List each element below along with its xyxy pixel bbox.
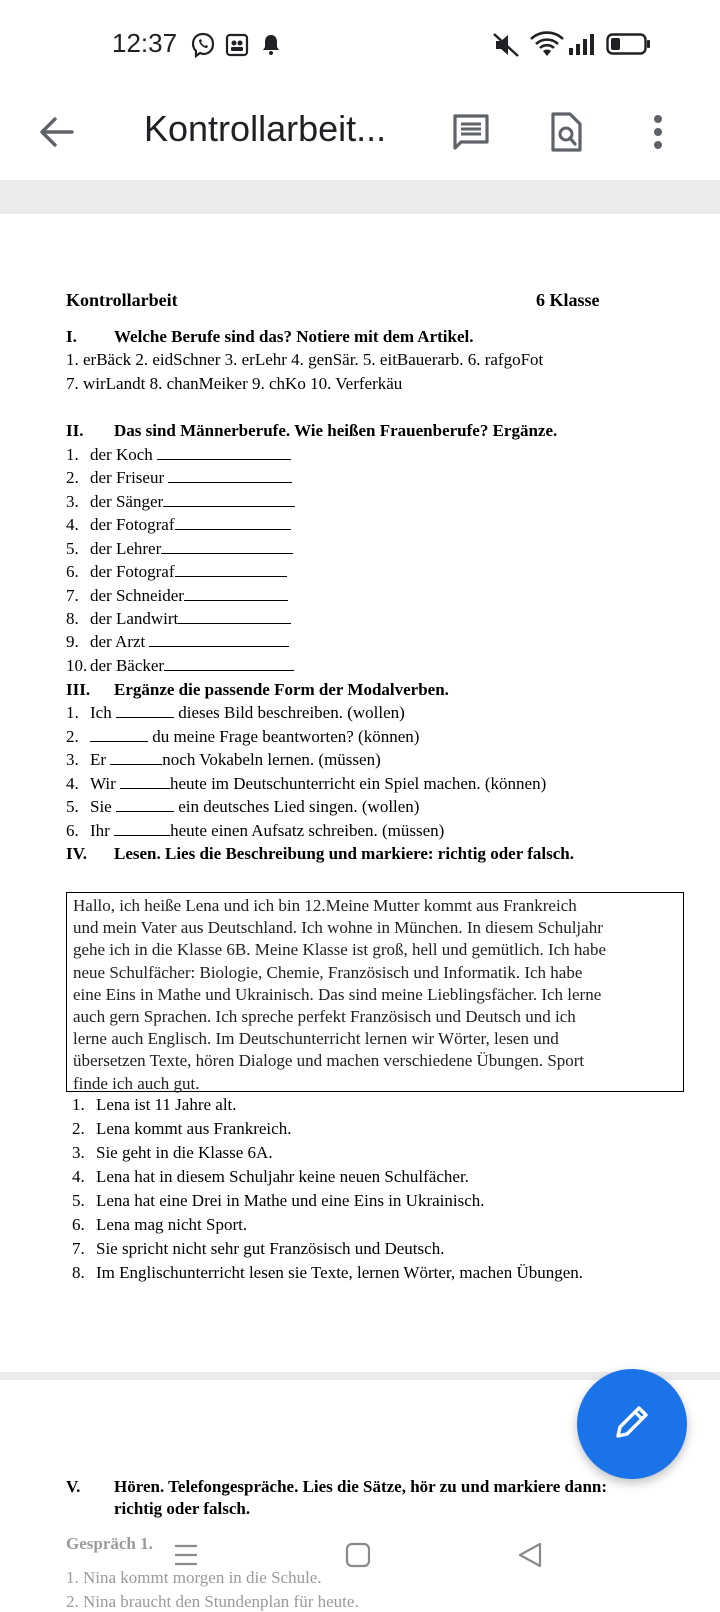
list-item: 1. Lena ist 11 Jahre alt. <box>72 1095 237 1114</box>
list-item: 7. Sie spricht nicht sehr gut Französisch und Deutsch. <box>72 1239 445 1258</box>
answer-blank[interactable] <box>110 751 162 765</box>
section-5-number: V. <box>66 1477 81 1496</box>
list-item: 7. der Schneider <box>66 586 288 606</box>
section-5-title-line-1: Hören. Telefongespräche. Lies die Sätze, hör zu und markiere dann: <box>114 1477 608 1496</box>
list-item: 2. Nina braucht den Stundenplan für heute. <box>66 1592 359 1611</box>
list-item: 6. Lena mag nicht Sport. <box>72 1215 248 1234</box>
answer-blank[interactable] <box>175 563 287 577</box>
answer-blank[interactable] <box>116 704 174 718</box>
list-item: 4. der Fotograf <box>66 515 291 535</box>
doc-header-left: Kontrollarbeit <box>66 290 178 310</box>
notification-app-icon <box>224 32 250 63</box>
arrow-left-icon <box>38 116 74 153</box>
list-item: 2. Lena kommt aus Frankreich. <box>72 1119 292 1138</box>
list-item: 5. Sie ein deutsches Lied singen. (wollen) <box>66 797 420 816</box>
list-item: 5. der Lehrer <box>66 539 293 559</box>
answer-blank[interactable] <box>184 587 288 601</box>
answer-blank[interactable] <box>175 516 291 530</box>
list-item: 2. der Friseur <box>66 468 292 488</box>
section-4-title: Lesen. Lies die Beschreibung und markiere: richtig oder falsch. <box>114 844 574 863</box>
list-item: 2. du meine Frage beantworten? (können) <box>66 727 420 746</box>
battery-icon <box>606 32 652 61</box>
section-1-title: Welche Berufe sind das? Notiere mit dem Artikel. <box>114 327 474 346</box>
answer-blank[interactable] <box>149 633 289 647</box>
section-3-heading <box>66 680 449 700</box>
answer-blank[interactable] <box>90 728 148 742</box>
answer-blank[interactable] <box>168 469 292 483</box>
find-in-page-button[interactable] <box>536 104 596 164</box>
answer-blank[interactable] <box>120 775 170 789</box>
bell-icon <box>260 32 282 61</box>
list-item: 3. Sie geht in die Klasse 6A. <box>72 1143 273 1162</box>
comments-button[interactable] <box>441 104 501 164</box>
answer-blank[interactable] <box>116 798 174 812</box>
answer-blank[interactable] <box>178 610 291 624</box>
status-time: 12:37 <box>112 28 178 58</box>
back-button[interactable] <box>26 104 86 164</box>
more-options-button[interactable] <box>628 104 688 164</box>
comment-icon <box>451 112 491 157</box>
section-2-heading <box>66 421 557 441</box>
home-button[interactable] <box>328 1534 388 1580</box>
document-title: Kontrollarbeit... <box>144 108 387 149</box>
section-3-number: III. <box>66 680 91 699</box>
status-bar <box>0 0 720 90</box>
system-back-button[interactable] <box>500 1534 560 1580</box>
section-1-number: I. <box>66 327 77 346</box>
reading-text: Hallo, ich heiße Lena und ich bin 12.Meine Mutter kommt aus Frankreich und mein Vater aus Deutschland. Ich wohne in München. In diesem Schuljahr gehe ich in die Klasse 6B. Meine Klasse ist groß, hell und gemütlich. Ich habe neue Schulfächer: Biologie, Chemie, Französisch und Informatik. Ich habe eine Eins in Mathe und Ukrainisch. Das sind meine Lieblingsfächer. Ich lerne auch gern Sprachen. Ich spreche perfekt Französisch und Deutsch und ich lerne auch Englisch. Im Deutschunterricht lernen wir Wörter, lesen und übersetzen Texte, hören Dialoge und machen verschiedene Übungen. Sport finde ich auch gut. <box>73 896 607 1093</box>
section-3-title: Ergänze die passende Form der Modalverben. <box>114 680 449 699</box>
list-item: 3. Er noch Vokabeln lernen. (müssen) <box>66 750 381 769</box>
find-in-page-icon <box>549 112 583 157</box>
mute-icon <box>490 32 522 63</box>
list-item: 8. Im Englischunterricht lesen sie Texte, lernen Wörter, machen Übungen. <box>72 1263 584 1282</box>
viber-icon <box>190 32 216 63</box>
section-5-title-line-2: richtig oder falsch. <box>114 1499 251 1518</box>
doc-header-right: 6 Klasse <box>536 290 600 310</box>
subheading: Gespräch 1. <box>66 1534 153 1553</box>
list-item: 1. Ich dieses Bild beschreiben. (wollen) <box>66 703 405 722</box>
list-item: 6. der Fotograf <box>66 562 287 582</box>
edit-pencil-icon <box>612 1402 652 1447</box>
section-4-number: IV. <box>66 844 87 863</box>
list-item: 9. der Arzt <box>66 632 289 652</box>
list-item: 4. Lena hat in diesem Schuljahr keine neuen Schulfächer. <box>72 1167 469 1186</box>
answer-blank[interactable] <box>164 657 294 671</box>
list-item: 3. der Sänger <box>66 492 295 512</box>
list-item: 8. der Landwirt <box>66 609 291 629</box>
section-2-number: II. <box>66 421 84 440</box>
recents-icon <box>172 1541 200 1574</box>
answer-blank[interactable] <box>163 493 295 507</box>
answer-blank[interactable] <box>114 822 170 836</box>
answer-blank[interactable] <box>161 540 293 554</box>
list-item: 1. der Koch <box>66 445 291 465</box>
edit-fab-button[interactable] <box>577 1369 687 1479</box>
list-item: 5. Lena hat eine Drei in Mathe und eine Eins in Ukrainisch. <box>72 1191 485 1210</box>
reading-text-box <box>66 892 684 1092</box>
list-item: 6. Ihr heute einen Aufsatz schreiben. (müssen) <box>66 821 445 840</box>
answer-blank[interactable] <box>157 446 291 460</box>
section-1-heading <box>66 327 473 347</box>
section-1-line-2: 7. wirLandt 8. chanMeiker 9. chKo 10. Verferkäu <box>66 374 403 393</box>
list-item: 4. Wir heute im Deutschunterricht ein Spiel machen. (können) <box>66 774 547 793</box>
section-4-heading <box>66 844 574 864</box>
signal-icon <box>568 32 598 61</box>
list-item: 1. Nina kommt morgen in die Schule. <box>66 1568 322 1587</box>
list-item: 10. der Bäcker <box>66 656 294 676</box>
section-2-title: Das sind Männerberufe. Wie heißen Frauenberufe? Ergänze. <box>114 421 558 440</box>
back-icon <box>516 1541 544 1574</box>
section-1-line-1: 1. erBäck 2. eidSchner 3. erLehr 4. genSär. 5. eitBauerarb. 6. rafgoFot <box>66 350 544 369</box>
app-bar <box>0 90 720 180</box>
section-5-heading <box>66 1477 607 1497</box>
more-vert-icon <box>653 114 663 155</box>
home-icon <box>344 1541 372 1574</box>
wifi-icon <box>530 32 564 63</box>
recents-button[interactable] <box>156 1534 216 1580</box>
